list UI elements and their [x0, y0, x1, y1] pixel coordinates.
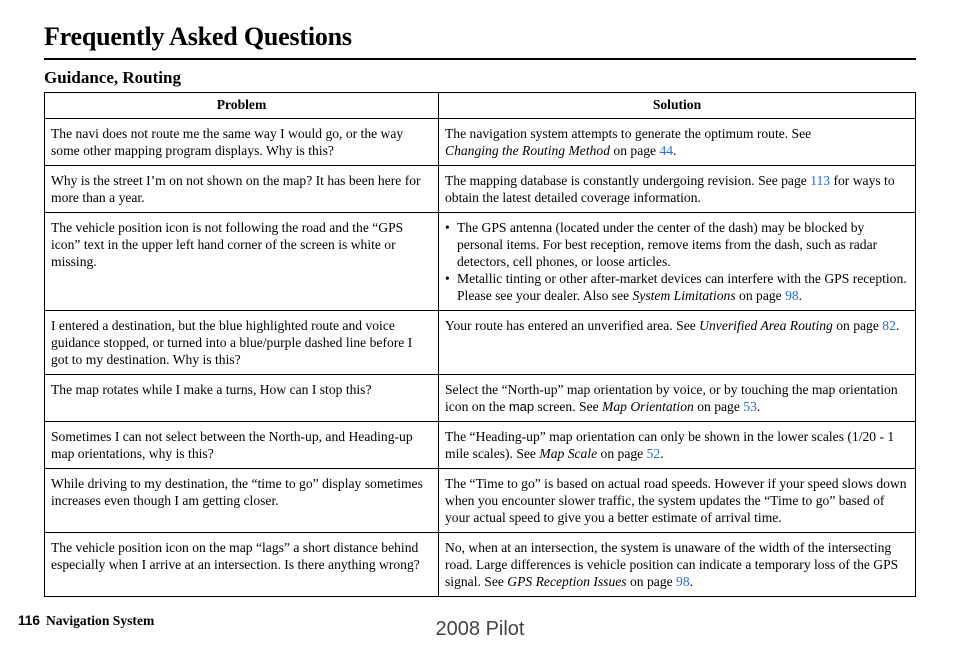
- problem-cell: Why is the street I’m on not shown on the map? It has been here for more than a year.: [45, 166, 439, 213]
- solution-text: on page: [610, 143, 660, 158]
- solution-text: on page: [597, 446, 647, 461]
- problem-cell: The map rotates while I make a turns, How can I stop this?: [45, 375, 439, 422]
- solution-ref-title: Map Scale: [539, 446, 598, 461]
- solution-text: Your route has entered an unverified area. See: [445, 318, 700, 333]
- solution-ref-title: Unverified Area Routing: [699, 318, 833, 333]
- table-row: [45, 469, 916, 533]
- faq-table: [44, 92, 916, 597]
- page-link[interactable]: 53: [743, 399, 757, 414]
- problem-cell: The navi does not route me the same way I would go, or the way some other mapping program displays. Why is this?: [45, 119, 439, 166]
- problem-cell: While driving to my destination, the “time to go” display sometimes increases even though I am getting closer.: [45, 469, 439, 533]
- solution-text: .: [689, 574, 694, 589]
- solution-cell: [439, 119, 916, 166]
- screen-name: map: [508, 399, 535, 414]
- page-link[interactable]: 82: [882, 318, 896, 333]
- solution-ref-title: GPS Reception Issues: [507, 574, 627, 589]
- page-title: Frequently Asked Questions: [44, 22, 352, 51]
- table-row: [45, 422, 916, 469]
- footer-label: Navigation System: [45, 613, 155, 628]
- solution-text: .: [660, 446, 664, 461]
- bullet-item: [445, 219, 907, 270]
- problem-cell: The vehicle position icon on the map “lags” a short distance behind especially when I arrive at an intersection. Is there anything wrong?: [45, 533, 439, 597]
- solution-text: .: [798, 288, 803, 303]
- solution-cell: [439, 311, 916, 375]
- solution-text: No, when at an intersection, the system is unaware of the width of the intersecting road. Large differences is vehicle position can indicate a temporary loss of the GPS signal. See: [445, 540, 899, 589]
- solution-cell: [439, 422, 916, 469]
- solution-text: Metallic tinting or other after-market devices can interfere with the GPS reception. Please see your dealer. Also see: [457, 271, 907, 303]
- page-link[interactable]: 98: [676, 574, 690, 589]
- solution-text: The navigation system attempts to generate the optimum route. See: [445, 126, 812, 141]
- solution-text: on page: [693, 399, 744, 414]
- table-row: [45, 311, 916, 375]
- section-title: Guidance, Routing: [44, 68, 181, 87]
- table-row: [45, 533, 916, 597]
- header-solution: Solution: [439, 93, 916, 119]
- solution-cell: [439, 375, 916, 422]
- solution-text: The mapping database is constantly undergoing revision. See page: [445, 173, 811, 188]
- solution-text: The “Heading-up” map orientation can only be shown in the lower scales (1/20 - 1 mile scales). See: [445, 429, 895, 461]
- title-divider: [44, 58, 916, 60]
- solution-cell: [439, 533, 916, 597]
- bullet-list: [445, 219, 907, 304]
- table-row: [45, 375, 916, 422]
- solution-cell: [439, 469, 916, 533]
- table-row: [45, 213, 916, 311]
- table-row: [45, 166, 916, 213]
- problem-cell: Sometimes I can not select between the North-up, and Heading-up map orientations, why is this?: [45, 422, 439, 469]
- watermark: 2008 Pilot: [435, 618, 525, 640]
- solution-text: on page: [735, 288, 786, 303]
- page-link[interactable]: 98: [785, 288, 799, 303]
- solution-text: on page: [832, 318, 883, 333]
- solution-cell: [439, 166, 916, 213]
- table-row: [45, 119, 916, 166]
- solution-text: Select the “North-up” map orientation by voice, or by touching the map orientation icon on the: [445, 382, 898, 414]
- solution-text: on page: [626, 574, 677, 589]
- solution-text: screen. See: [534, 399, 603, 414]
- solution-text: for ways to obtain the latest detailed coverage information.: [445, 173, 895, 205]
- solution-ref-title: Changing the Routing Method: [445, 143, 610, 158]
- page-number: 116: [18, 613, 40, 628]
- page-link[interactable]: 113: [810, 173, 831, 188]
- solution-text: .: [756, 399, 761, 414]
- page-link[interactable]: 44: [659, 143, 674, 158]
- header-problem: Problem: [45, 93, 439, 119]
- problem-cell: The vehicle position icon is not following the road and the “GPS icon” text in the upper left hand corner of the screen is white or missing.: [45, 213, 439, 311]
- solution-ref-title: Map Orientation: [602, 399, 694, 414]
- problem-cell: I entered a destination, but the blue highlighted route and voice guidance stopped, or turned into a blue/purple dashed line before I got to my destination. Why is this?: [45, 311, 439, 375]
- bullet-item: [445, 270, 907, 304]
- solution-text: .: [895, 318, 900, 333]
- solution-cell: [439, 213, 916, 311]
- page-link[interactable]: 52: [646, 446, 661, 461]
- solution-ref-title: System Limitations: [632, 288, 736, 303]
- solution-text: The “Time to go” is based on actual road speeds. However if your speed slows down when you encounter slower traffic, the system updates the “Time to go” based of your actual speed to give you a better estimate of arrival time.: [445, 476, 907, 525]
- solution-text: The GPS antenna (located under the center of the dash) may be blocked by personal items. For best reception, remove items from the dash, such as radar detectors, cell phones, or loose articles.: [457, 220, 878, 269]
- solution-text: .: [673, 143, 677, 158]
- table-header-row: [45, 93, 916, 119]
